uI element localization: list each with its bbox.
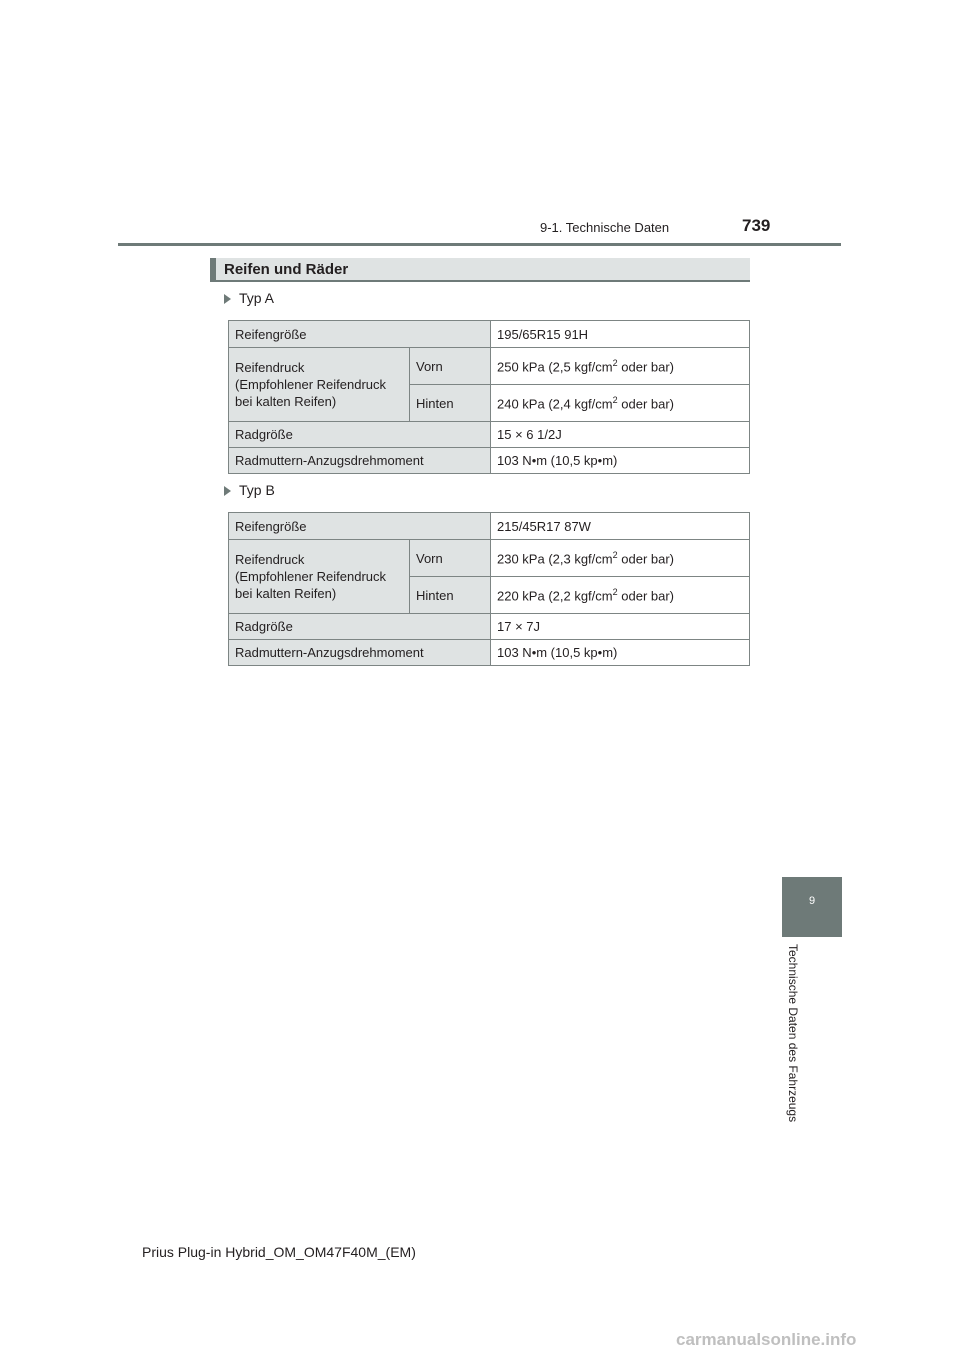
torque-value: 103 N•m (10,5 kp•m) (491, 640, 750, 666)
chapter-title-vertical (786, 944, 806, 1144)
chapter-number: 9 (808, 895, 816, 907)
table-row (229, 614, 750, 640)
tire-size-label: Reifengröße (229, 513, 491, 540)
tire-pressure-label: Reifendruck (Empfohlener Reifendruck bei kalten Reifen) (229, 348, 410, 422)
front-pressure-suffix: oder bar) (617, 551, 675, 567)
rear-pressure-value (491, 385, 750, 422)
section-heading (210, 258, 750, 282)
tire-pressure-label: Reifendruck (Empfohlener Reifendruck bei kalten Reifen) (229, 540, 410, 614)
header-divider (118, 243, 841, 246)
wheel-size-value: 17 × 7J (491, 614, 750, 640)
rear-pressure-suffix: oder bar) (617, 396, 675, 412)
table-row (229, 640, 750, 666)
triangle-bullet-icon (224, 294, 231, 304)
front-pressure-text: 230 kPa (2,3 kgf/cm (497, 551, 613, 567)
page-number: 739 (742, 216, 771, 235)
torque-label: Radmuttern-Anzugsdrehmoment (229, 640, 491, 666)
type-b-spec-table (228, 512, 750, 666)
table-row (229, 513, 750, 540)
table-row (229, 448, 750, 474)
wheel-size-label: Radgröße (229, 422, 491, 448)
triangle-bullet-icon (224, 486, 231, 496)
front-pressure-sup: 2 (612, 549, 618, 560)
tire-size-label: Reifengröße (229, 321, 491, 348)
wheel-size-value: 15 × 6 1/2J (491, 422, 750, 448)
table-row (229, 348, 750, 385)
rear-pressure-suffix: oder bar) (617, 588, 675, 604)
torque-value: 103 N•m (10,5 kp•m) (491, 448, 750, 474)
table-row (229, 422, 750, 448)
rear-pressure-value (491, 577, 750, 614)
footer-text: Prius Plug-in Hybrid_OM_OM47F40M_(EM) (142, 1244, 416, 1260)
type-a-spec-table (228, 320, 750, 474)
type-b-label-text: Typ B (239, 482, 275, 498)
rear-pressure-sup: 2 (612, 586, 618, 597)
table-row (229, 540, 750, 577)
front-pressure-sup: 2 (612, 357, 618, 368)
watermark: carmanualsonline.info (676, 1330, 857, 1349)
chapter-title: Technische Daten des Fahrzeugs (786, 944, 800, 1123)
header-section-title: 9-1. Technische Daten (540, 220, 670, 235)
front-pressure-text: 250 kPa (2,5 kgf/cm (497, 359, 613, 375)
rear-label: Hinten (410, 385, 491, 422)
front-label: Vorn (410, 348, 491, 385)
tire-size-value: 195/65R15 91H (491, 321, 750, 348)
type-a-label (224, 290, 274, 306)
wheel-size-label: Radgröße (229, 614, 491, 640)
type-a-label-text: Typ A (239, 290, 275, 306)
rear-pressure-sup: 2 (612, 394, 618, 405)
front-label: Vorn (410, 540, 491, 577)
rear-pressure-text: 240 kPa (2,4 kgf/cm (497, 396, 613, 412)
torque-label: Radmuttern-Anzugsdrehmoment (229, 448, 491, 474)
section-heading-title: Reifen und Räder (224, 261, 349, 278)
rear-label: Hinten (410, 577, 491, 614)
tire-size-value: 215/45R17 87W (491, 513, 750, 540)
section-heading-accent (210, 258, 216, 280)
front-pressure-suffix: oder bar) (617, 359, 675, 375)
rear-pressure-text: 220 kPa (2,2 kgf/cm (497, 588, 613, 604)
type-b-label (224, 482, 275, 498)
table-row (229, 321, 750, 348)
front-pressure-value (491, 348, 750, 385)
chapter-tab (782, 877, 842, 937)
front-pressure-value (491, 540, 750, 577)
